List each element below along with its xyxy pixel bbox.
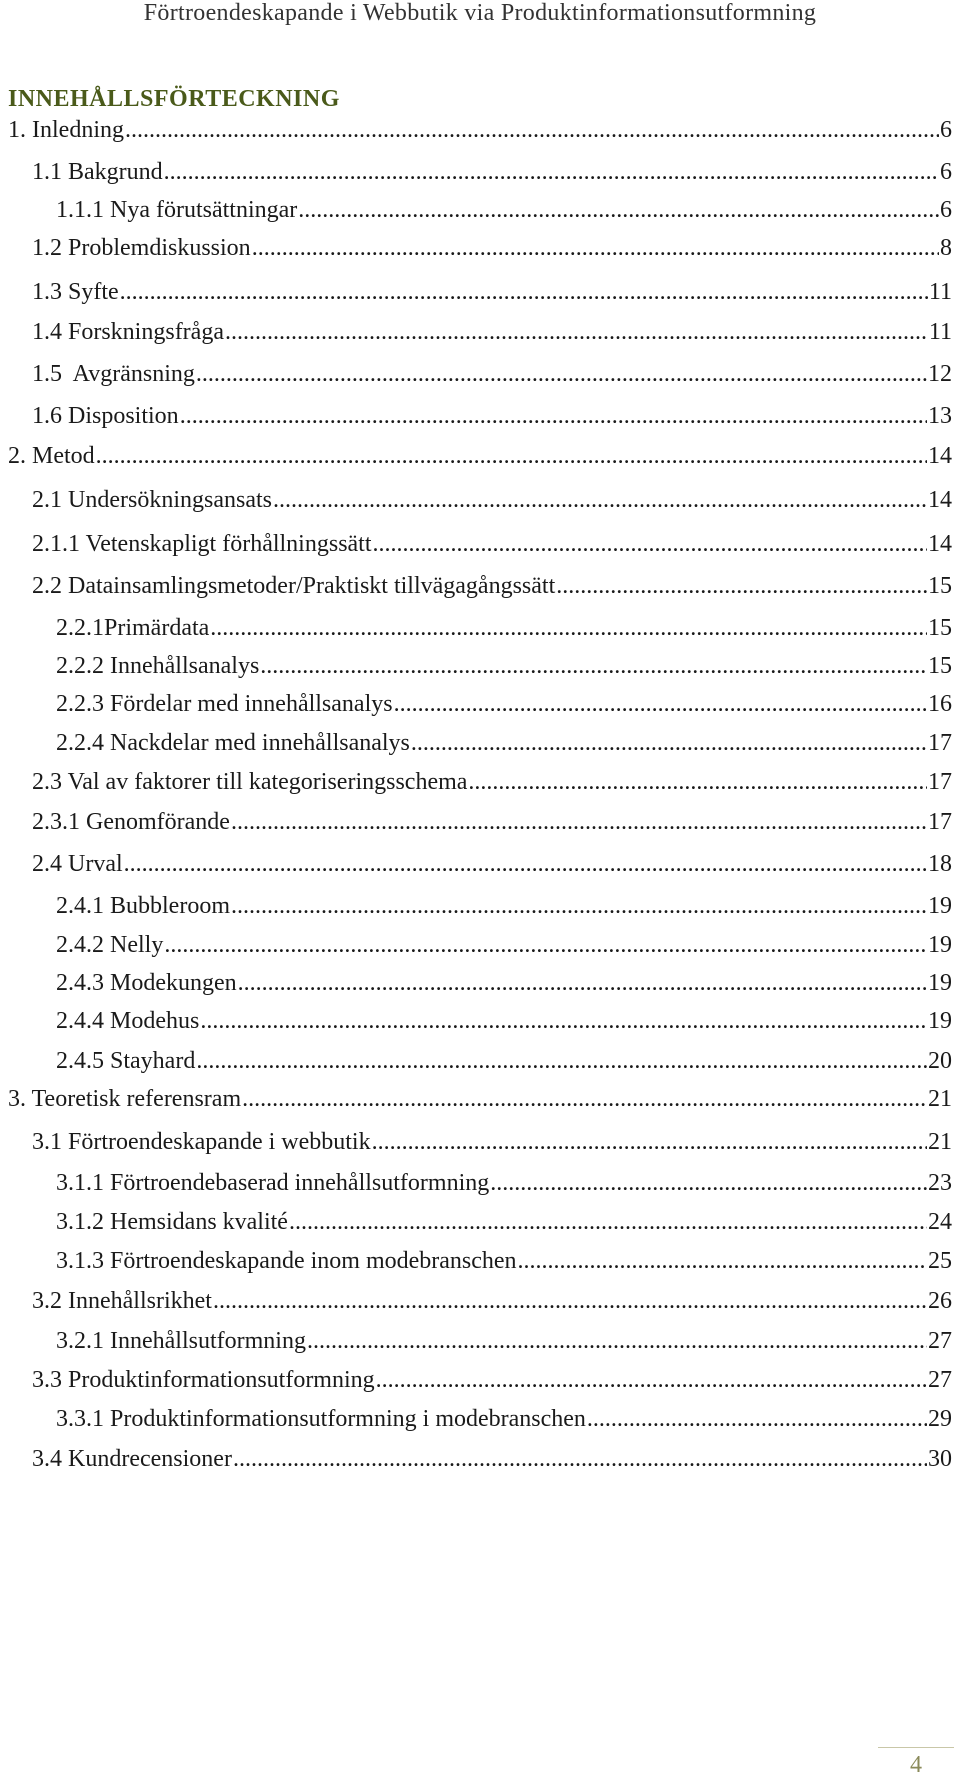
toc-entry[interactable] <box>32 400 952 432</box>
toc-entry-page-number: 19 <box>928 932 952 958</box>
toc-dot-leader <box>372 1126 927 1158</box>
toc-dot-leader <box>213 1285 927 1317</box>
toc-entry[interactable] <box>32 806 952 838</box>
toc-entry-page-number: 14 <box>928 531 952 557</box>
toc-dot-leader <box>587 1403 927 1435</box>
toc-entry[interactable] <box>56 1325 952 1357</box>
toc-entry-page-number: 15 <box>928 615 952 641</box>
toc-dot-leader <box>196 1045 927 1077</box>
toc-entry-label: 1.1 Bakgrund <box>32 159 163 185</box>
toc-entry[interactable] <box>56 650 952 682</box>
toc-entry[interactable] <box>32 1443 952 1475</box>
toc-entry-label: 1.1.1 Nya förutsättningar <box>56 197 298 223</box>
toc-dot-leader <box>120 276 928 308</box>
toc-entry-label: 2.2.2 Innehållsanalys <box>56 653 260 679</box>
toc-entry-label: 2.4.3 Modekungen <box>56 970 237 996</box>
toc-entry-label: 3. Teoretisk referensram <box>8 1086 242 1112</box>
toc-entry-label: 3.1.2 Hemsidans kvalité <box>56 1209 288 1235</box>
toc-dot-leader <box>231 806 927 838</box>
toc-dot-leader <box>289 1206 927 1238</box>
toc-dot-leader <box>164 156 939 188</box>
toc-entry[interactable] <box>56 1167 952 1199</box>
toc-entry-page-number: 12 <box>928 361 952 387</box>
toc-entry[interactable] <box>32 766 952 798</box>
toc-dot-leader <box>490 1167 927 1199</box>
toc-dot-leader <box>164 929 927 961</box>
toc-entry-label: 1.2 Problemdiskussion <box>32 235 251 261</box>
toc-entry-page-number: 27 <box>928 1367 952 1393</box>
toc-entry-label: 2. Metod <box>8 443 95 469</box>
toc-entry[interactable] <box>32 276 952 308</box>
toc-entry[interactable] <box>56 1403 952 1435</box>
toc-dot-leader <box>468 766 927 798</box>
toc-entry[interactable] <box>32 156 952 188</box>
toc-entry-label: 2.4.4 Modehus <box>56 1008 200 1034</box>
toc-entry-page-number: 21 <box>928 1129 952 1155</box>
toc-entry-label: 2.3.1 Genomförande <box>32 809 230 835</box>
toc-entry-page-number: 19 <box>928 1008 952 1034</box>
toc-entry-page-number: 18 <box>928 851 952 877</box>
toc-entry-label: 2.2 Datainsamlingsmetoder/Praktiskt tillvägagångssätt <box>32 573 556 599</box>
toc-entry-label: 1.3 Syfte <box>32 279 119 305</box>
toc-entry[interactable] <box>56 967 952 999</box>
toc-entry-label: 3.2.1 Innehållsutformning <box>56 1328 306 1354</box>
toc-entry[interactable] <box>56 890 952 922</box>
toc-entry-label: 1. Inledning <box>8 117 124 143</box>
toc-entry[interactable] <box>32 570 952 602</box>
toc-entry-page-number: 23 <box>928 1170 952 1196</box>
toc-dot-leader <box>124 848 927 880</box>
toc-entry-label: 1.4 Forskningsfråga <box>32 319 224 345</box>
toc-dot-leader <box>252 232 939 264</box>
toc-entry-label: 2.4.1 Bubbleroom <box>56 893 230 919</box>
toc-entry-page-number: 15 <box>928 653 952 679</box>
toc-entry-page-number: 24 <box>928 1209 952 1235</box>
toc-dot-leader <box>556 570 927 602</box>
toc-entry[interactable] <box>56 194 952 226</box>
toc-entry-label: 2.2.4 Nackdelar med innehållsanalys <box>56 730 410 756</box>
toc-entry-page-number: 20 <box>928 1048 952 1074</box>
running-header-title: Förtroendeskapande i Webbutik via Produktinformationsutformning <box>143 0 817 26</box>
toc-entry-label: 2.4.2 Nelly <box>56 932 164 958</box>
toc-entry-label: 2.2.1Primärdata <box>56 615 210 641</box>
toc-entry[interactable] <box>32 1364 952 1396</box>
toc-dot-leader <box>411 727 927 759</box>
toc-entry-page-number: 29 <box>928 1406 952 1432</box>
toc-entry-label: 3.1.3 Förtroendeskapande inom modebranschen <box>56 1248 517 1274</box>
toc-entry[interactable] <box>32 358 952 390</box>
toc-dot-leader <box>180 400 927 432</box>
toc-entry-page-number: 8 <box>940 235 952 261</box>
toc-dot-leader <box>200 1005 927 1037</box>
toc-entry-page-number: 25 <box>928 1248 952 1274</box>
toc-entry-page-number: 14 <box>928 443 952 469</box>
toc-dot-leader <box>394 688 927 720</box>
toc-entry[interactable] <box>56 1245 952 1277</box>
toc-entry[interactable] <box>32 528 952 560</box>
toc-entry-label: 2.4.5 Stayhard <box>56 1048 196 1074</box>
toc-entry-page-number: 16 <box>928 691 952 717</box>
toc-entry-page-number: 14 <box>928 487 952 513</box>
toc-dot-leader <box>518 1245 927 1277</box>
toc-entry[interactable] <box>56 612 952 644</box>
toc-entry-label: 1.6 Disposition <box>32 403 179 429</box>
toc-entry-page-number: 17 <box>928 730 952 756</box>
toc-entry-label: 2.4 Urval <box>32 851 123 877</box>
toc-entry-page-number: 26 <box>928 1288 952 1314</box>
toc-dot-leader <box>376 1364 927 1396</box>
toc-dot-leader <box>225 316 928 348</box>
toc-entry-page-number: 30 <box>928 1446 952 1472</box>
toc-entry-label: 2.3 Val av faktorer till kategoriseringsschema <box>32 769 468 795</box>
toc-dot-leader <box>96 440 927 472</box>
toc-dot-leader <box>260 650 927 682</box>
toc-entry[interactable] <box>56 688 952 720</box>
toc-entry-label: 2.1.1 Vetenskapligt förhållningssätt <box>32 531 372 557</box>
toc-dot-leader <box>273 484 927 516</box>
toc-entry-page-number: 17 <box>928 809 952 835</box>
toc-entry-page-number: 21 <box>928 1086 952 1112</box>
toc-entry-label: 3.1 Förtroendeskapande i webbutik <box>32 1129 371 1155</box>
toc-entry[interactable] <box>32 1126 952 1158</box>
toc-entry-label: 3.3 Produktinformationsutformning <box>32 1367 375 1393</box>
toc-entry[interactable] <box>32 848 952 880</box>
page-number: 4 <box>910 1752 922 1778</box>
toc-entry[interactable] <box>32 232 952 264</box>
toc-entry-label: 3.2 Innehållsrikhet <box>32 1288 212 1314</box>
toc-entry-label: 2.2.3 Fördelar med innehållsanalys <box>56 691 393 717</box>
toc-entry-page-number: 11 <box>928 319 952 345</box>
toc-dot-leader <box>233 1443 927 1475</box>
toc-dot-leader <box>238 967 927 999</box>
toc-entry[interactable] <box>32 1285 952 1317</box>
toc-entry-page-number: 27 <box>928 1328 952 1354</box>
toc-dot-leader <box>298 194 939 226</box>
toc-dot-leader <box>307 1325 927 1357</box>
toc-entry-page-number: 15 <box>928 573 952 599</box>
toc-entry-page-number: 13 <box>928 403 952 429</box>
footer-divider <box>878 1747 954 1748</box>
toc-entry-page-number: 17 <box>928 769 952 795</box>
toc-entry[interactable] <box>8 1083 952 1115</box>
toc-entry[interactable] <box>56 1045 952 1077</box>
toc-entry[interactable] <box>32 316 952 348</box>
toc-dot-leader <box>125 114 939 146</box>
toc-entry[interactable] <box>8 440 952 472</box>
toc-entry[interactable] <box>56 1005 952 1037</box>
toc-entry-page-number: 6 <box>940 197 952 223</box>
toc-entry[interactable] <box>32 484 952 516</box>
toc-entry-page-number: 6 <box>940 117 952 143</box>
toc-entry-label: 3.4 Kundrecensioner <box>32 1446 232 1472</box>
toc-heading: INNEHÅLLSFÖRTECKNING <box>8 86 340 112</box>
toc-entry-page-number: 6 <box>940 159 952 185</box>
toc-entry-page-number: 11 <box>928 279 952 305</box>
toc-entry-page-number: 19 <box>928 970 952 996</box>
toc-dot-leader <box>373 528 927 560</box>
toc-entry[interactable] <box>8 114 952 146</box>
toc-entry[interactable] <box>56 1206 952 1238</box>
toc-dot-leader <box>210 612 927 644</box>
toc-entry-label: 2.1 Undersökningsansats <box>32 487 272 513</box>
toc-dot-leader <box>231 890 927 922</box>
toc-entry-page-number: 19 <box>928 893 952 919</box>
toc-entry[interactable] <box>56 929 952 961</box>
toc-entry[interactable] <box>56 727 952 759</box>
toc-dot-leader <box>196 358 927 390</box>
toc-entry-label: 3.1.1 Förtroendebaserad innehållsutformning <box>56 1170 490 1196</box>
toc-dot-leader <box>242 1083 927 1115</box>
toc-entry-label: 1.5 Avgränsning <box>32 361 195 387</box>
toc-entry-label: 3.3.1 Produktinformationsutformning i modebranschen <box>56 1406 586 1432</box>
